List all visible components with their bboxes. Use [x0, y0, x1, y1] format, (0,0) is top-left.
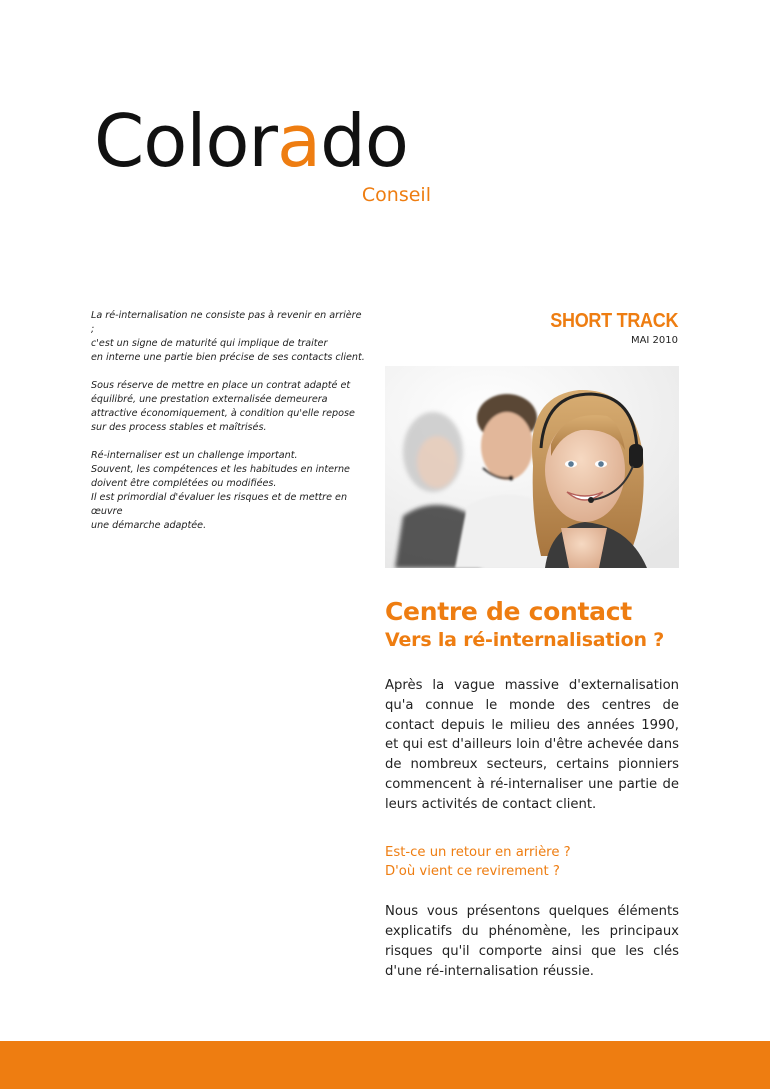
footer-band [0, 1041, 770, 1089]
intro-paragraph: Ré-internaliser est un challenge important. Souvent, les compétences et les habitudes en interne doivent être complétées ou modifiées. Il est primordial d'évaluer les risques et de mettre en œuvre une démarche adaptée. [91, 450, 350, 531]
track-title: SHORT TRACK [549, 310, 678, 332]
question-line: Est-ce un retour en arrière ? [385, 844, 571, 860]
logo-word-suffix: do [320, 99, 408, 183]
intro-text [91, 309, 366, 547]
logo-word-prefix: Color [94, 99, 277, 183]
logo-word-accent: a [276, 99, 321, 183]
headline-title: Centre de contact [385, 597, 632, 626]
main-agent [532, 390, 647, 568]
intro-paragraph: La ré-internalisation ne consiste pas à revenir en arrière ; c'est un signe de maturité qui implique de traiter en interne une partie bien précise de ses contacts client. [91, 310, 365, 363]
intro-paragraph: Sous réserve de mettre en place un contrat adapté et équilibré, une prestation externalisée demeurera attractive économiquement, à condition qu'elle repose sur des process stables et maîtrisés. [91, 380, 355, 433]
short-track-badge [536, 310, 678, 348]
call-center-illustration [385, 366, 679, 568]
track-date: MAI 2010 [630, 335, 678, 346]
body-paragraph: Après la vague massive d'externalisation qu'a connue le monde des centres de contact depuis le milieu des années 1990, et qui est d'ailleurs loin d'être achevée dans de nombreux secteurs, certains pionniers commencent à ré-internaliser une partie de leurs activités de contact client. [385, 678, 679, 812]
headline-subtitle: Vers la ré-internalisation ? [385, 629, 665, 651]
body-paragraph: Nous vous présentons quelques éléments explicatifs du phénomène, les principaux risques qu'il comporte ainsi que les clés d'une ré-internalisation réussie. [385, 904, 679, 979]
logo-wordmark [94, 96, 408, 186]
brand-logo [94, 96, 439, 216]
logo-subtitle: Conseil [361, 184, 431, 206]
body-questions [385, 843, 679, 883]
article-headline [385, 597, 685, 653]
call-center-photo [385, 366, 679, 568]
question-line: D'où vient ce revirement ? [385, 864, 560, 880]
article-body [385, 676, 679, 1001]
